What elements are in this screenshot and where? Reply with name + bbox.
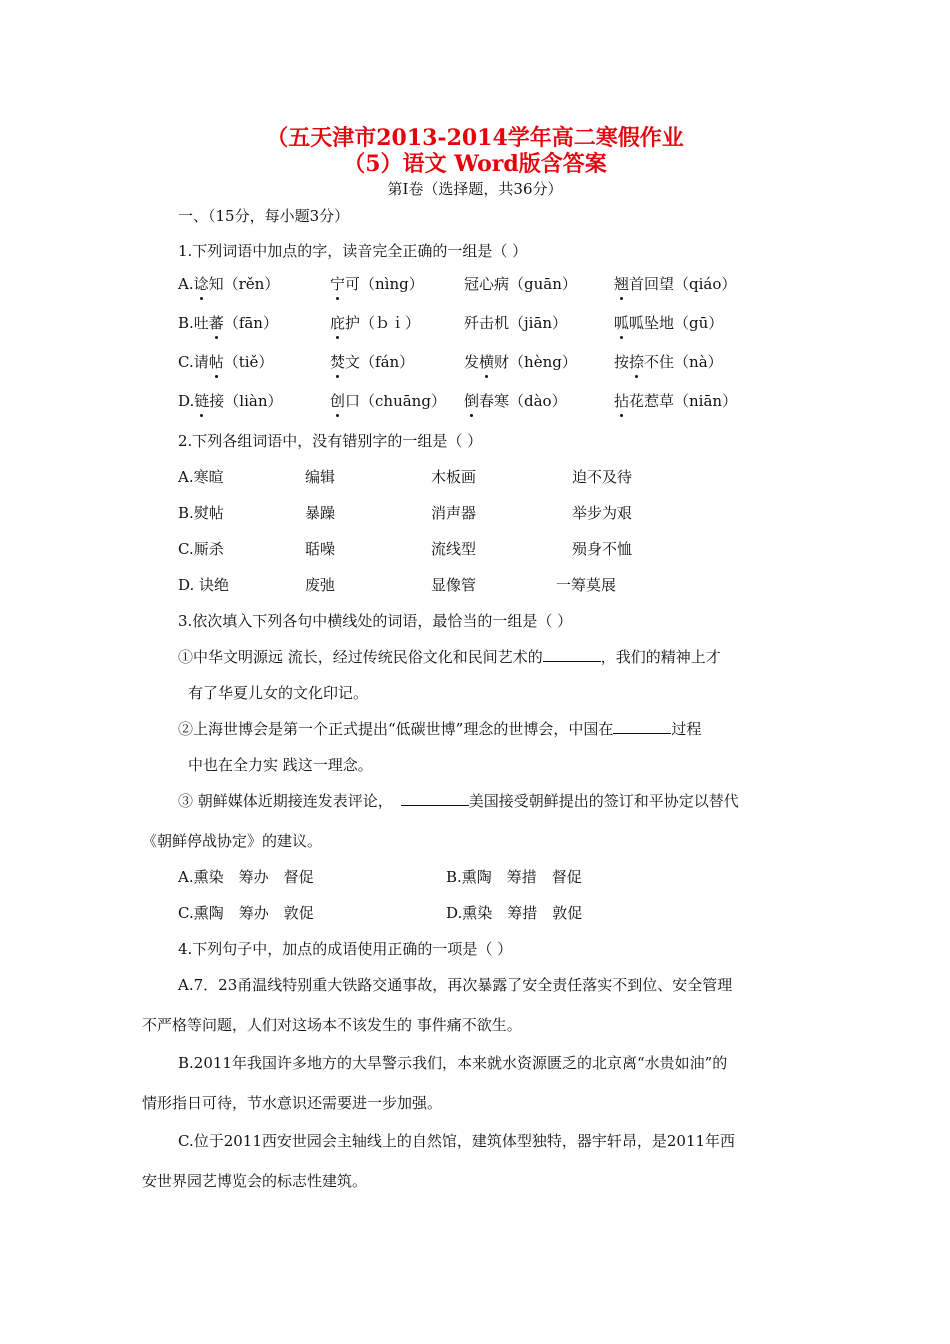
q3-sentence-2-cont: 中也在全力实 践这一理念。 [188,756,373,774]
q1-item-text-after: 口（chuāng） [345,392,446,410]
q1-item-dotted-char: 庇 [330,314,346,332]
q1-item-dotted-char: 倒 [464,392,480,410]
q1-option-C-item-4 [614,351,723,372]
q1-item-text-before: C.请 [178,353,209,371]
q3-s2-text-b: 过程 [671,720,702,738]
q1-item-dotted-char: 链 [194,392,210,410]
q1-item-text-after: 知（rěn） [208,275,280,293]
q4-option-a-line1: A.7．23甬温线特别重大铁路交通事故，再次暴露了安全责任落实不到位、安全管理 [178,976,733,994]
q4-option-c-line2: 安世界园艺博览会的标志性建筑。 [142,1172,368,1190]
q4-option-b-line2: 情形指日可待，节水意识还需要进一步加强。 [142,1094,443,1112]
q2-option-B-word-2: 暴躁 [305,504,336,522]
q1-item-text-before: 歼击机（jiān） [464,314,568,332]
q3-s1-text-a: ①中华文明源远 流长，经过传统民俗文化和民间艺术的 [178,648,543,666]
q1-option-C-item-1 [178,351,273,372]
q1-item-text-after: 接（liàn） [209,392,283,410]
q1-item-dotted-char: 创 [330,392,346,410]
q2-stem: 2.下列各组词语中，没有错别字的一组是（ ） [178,432,483,450]
q3-sentence-3 [178,790,739,811]
q4-option-a-line2: 不严格等问题，人们对这场本不该发生的 事件痛不欲生。 [142,1016,522,1034]
q1-item-text-before: 发 [464,353,480,371]
q1-item-text-after: 文（fán） [345,353,415,371]
q2-option-C-word-1: C.厮杀 [178,540,224,558]
q1-item-text-before: A. [178,275,194,293]
q1-option-D-item-2 [330,390,446,411]
q1-item-text-before: D. [178,392,195,410]
q1-option-D-item-1 [178,390,282,411]
section-title: 第Ⅰ卷（选择题，共36分） [387,180,563,198]
q1-item-dotted-char: 拈 [614,392,630,410]
q1-item-dotted-char: 谂 [193,275,209,293]
q3-stem: 3.依次填入下列各句中横线处的词语，最恰当的一组是（ ） [178,612,573,630]
q4-stem: 4.下列句子中，加点的成语使用正确的一项是（ ） [178,940,513,958]
q1-option-C-item-3 [464,351,577,372]
q2-option-B-word-4: 举步为艰 [572,504,633,522]
q1-item-dotted-char: 捺 [629,353,645,371]
q1-option-A-item-1 [178,273,279,294]
q1-option-B-item-4 [614,312,723,333]
q3-sentence-1 [178,646,721,667]
q1-item-text-after: （tiě） [223,353,274,371]
q2-option-A-word-1: A.寒暄 [178,468,224,486]
q2-option-B-word-3: 消声器 [431,504,477,522]
q2-option-C-word-2: 聒噪 [305,540,336,558]
q1-item-text-after: 首回望（qiáo） [629,275,737,293]
q1-item-text-before: 按 [614,353,630,371]
q1-item-text-after: 可（nìng） [345,275,424,293]
q1-item-text-after: 财（hèng） [494,353,577,371]
q3-option-3: C.熏陶 筹办 敦促 [178,904,314,922]
q1-option-B-item-1 [178,312,278,333]
q2-option-A-word-4: 迫不及待 [572,468,633,486]
q1-item-dotted-char: 宁 [330,275,346,293]
q1-option-D-item-3 [464,390,567,411]
q3-option-1: A.熏染 筹办 督促 [178,868,314,886]
document-title-line2: （5）语文 Word版含答案 [343,151,607,177]
q2-option-D-word-2: 废弛 [305,576,336,594]
q1-item-text-after: （fān） [223,314,278,332]
q3-s3-blank [401,791,469,806]
q1-item-dotted-char: 横 [479,353,495,371]
q3-s1-text-b: ，我们的精神上才 [600,648,721,666]
q2-option-C-word-3: 流线型 [431,540,477,558]
q1-item-dotted-char: 翘 [614,275,630,293]
q1-item-dotted-char: 焚 [330,353,346,371]
q1-stem: 1.下列词语中加点的字，读音完全正确的一组是（ ） [178,242,528,260]
q1-item-text-after: 花惹草（niān） [629,392,738,410]
q1-option-B-item-3 [464,312,567,333]
q3-option-2: B.熏陶 筹措 督促 [446,868,582,886]
q1-item-text-after: 春寒（dào） [479,392,567,410]
q2-option-D-word-1: D. 诀绝 [178,576,230,594]
q1-item-text-after: 护（ｂｉ） [345,314,421,332]
q3-s1-blank [543,647,601,662]
q3-sentence-1-cont: 有了华夏儿女的文化印记。 [188,684,369,702]
q2-option-A-word-2: 编辑 [305,468,336,486]
q1-item-dotted-char: 帖 [208,353,224,371]
q1-item-dotted-char: 呱 [614,314,630,332]
q3-s3-text-a: ③ 朝鲜媒体近期接连发表评论， [178,792,393,810]
q3-s2-blank [613,719,671,734]
q1-option-A-item-4 [614,273,736,294]
q1-option-B-item-2 [330,312,420,333]
q3-sentence-3-cont: 《朝鲜停战协定》的建议。 [142,832,323,850]
q1-option-C-item-2 [330,351,414,372]
q3-sentence-2 [178,718,701,739]
q2-option-D-word-3: 显像管 [431,576,477,594]
q1-item-dotted-char: 蕃 [208,314,224,332]
document-title-line1: （五天津市2013-2014学年高二寒假作业 [266,125,684,151]
q2-option-A-word-3: 木板画 [431,468,477,486]
q2-option-D-word-4: 一筹莫展 [556,576,617,594]
q1-item-text-before: B.吐 [178,314,209,332]
q3-option-4: D.熏染 筹措 敦促 [446,904,583,922]
q1-option-A-item-3 [464,273,577,294]
q3-s2-text-a: ②上海世博会是第一个正式提出“低碳世博”理念的世博会，中国在 [178,720,614,738]
q3-s3-text-b: 美国接受朝鲜提出的签订和平协定以替代 [468,792,739,810]
q1-item-text-before: 冠心病（guān） [464,275,577,293]
q2-option-B-word-1: B.熨帖 [178,504,224,522]
q4-option-b-line1: B.2011年我国许多地方的大旱警示我们，本来就水资源匮乏的北京离“水贵如油”的 [178,1054,728,1072]
q1-item-text-after: 不住（nà） [644,353,723,371]
q1-option-D-item-4 [614,390,737,411]
q2-option-C-word-4: 殒身不恤 [572,540,633,558]
part1-header: 一、（15分，每小题3分） [178,207,350,225]
q1-item-text-after: 呱坠地（gū） [629,314,724,332]
q1-option-A-item-2 [330,273,424,294]
q4-option-c-line1: C.位于2011西安世园会主轴线上的自然馆，建筑体型独特，器宇轩昂，是2011年西 [178,1132,736,1150]
